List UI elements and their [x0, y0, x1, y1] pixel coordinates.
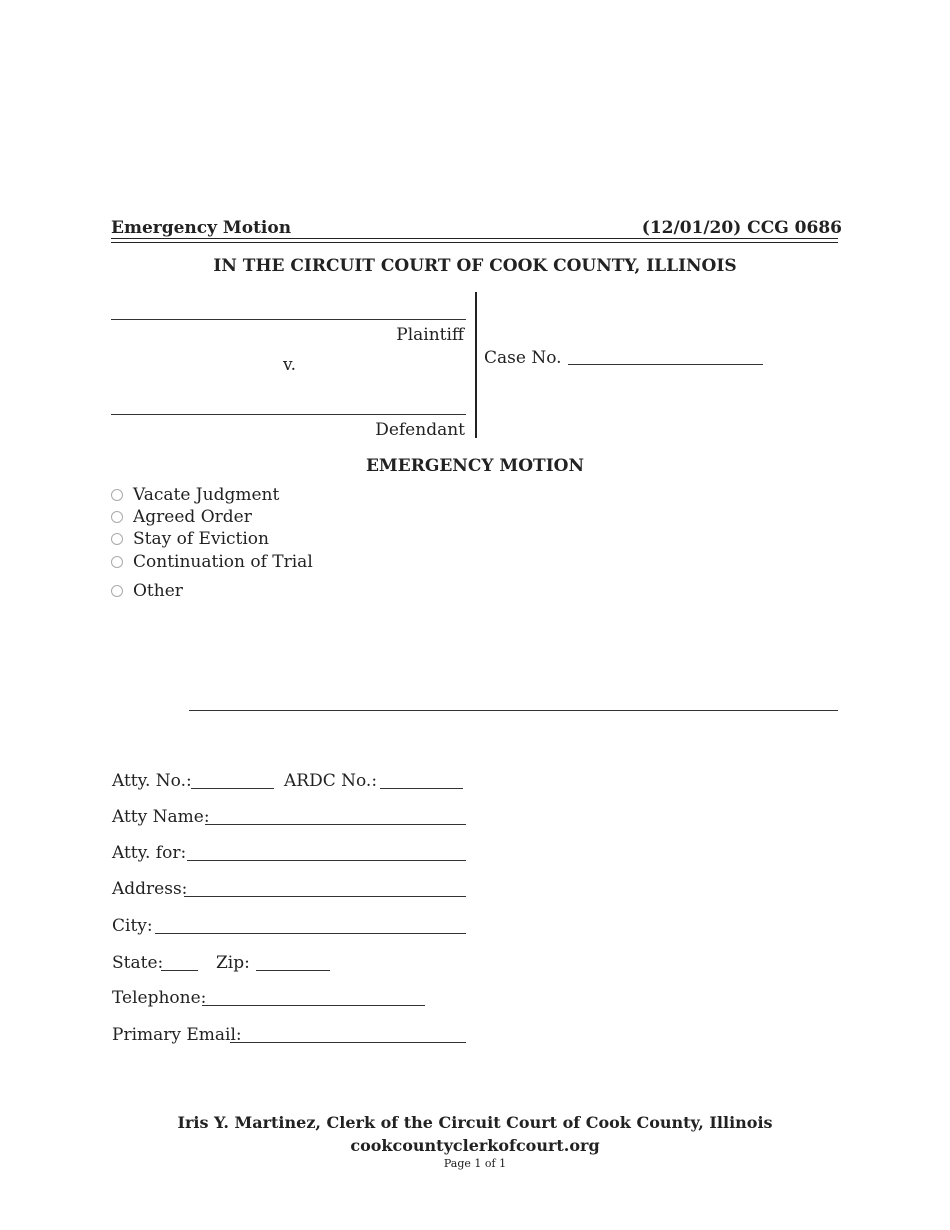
plaintiff-label: Plaintiff	[396, 325, 464, 345]
option-label: Vacate Judgment	[133, 485, 280, 505]
court-title: IN THE CIRCUIT COURT OF COOK COUNTY, ILLINOIS	[213, 256, 737, 276]
radio-continuation-of-trial[interactable]	[111, 556, 123, 568]
versus-label: v.	[283, 355, 296, 375]
motion-title: EMERGENCY MOTION	[365, 456, 585, 476]
address-field[interactable]	[184, 896, 466, 897]
telephone-field[interactable]	[202, 1005, 425, 1006]
caption-divider	[475, 292, 477, 438]
ardc-no-label: ARDC No.:	[284, 771, 378, 791]
telephone-label: Telephone:	[112, 988, 207, 1008]
atty-no-label: Atty. No.:	[112, 771, 192, 791]
header-rule-double	[111, 242, 838, 243]
zip-field[interactable]	[256, 970, 330, 971]
address-label: Address:	[112, 879, 188, 899]
atty-no-field[interactable]	[191, 788, 274, 789]
case-number-field[interactable]	[568, 364, 763, 365]
option-label: Stay of Eviction	[133, 529, 269, 549]
city-label: City:	[112, 916, 153, 936]
city-field[interactable]	[155, 933, 466, 934]
defendant-name-field[interactable]	[111, 414, 466, 415]
radio-vacate-judgment[interactable]	[111, 489, 123, 501]
radio-stay-of-eviction[interactable]	[111, 533, 123, 545]
form-code: (12/01/20) CCG 0686	[641, 218, 842, 238]
primary-email-label: Primary Email:	[112, 1025, 242, 1045]
page-number: Page 1 of 1	[443, 1157, 507, 1170]
clerk-website: cookcountyclerkofcourt.org	[350, 1136, 600, 1155]
radio-agreed-order[interactable]	[111, 511, 123, 523]
atty-name-label: Atty Name:	[112, 807, 210, 827]
radio-other[interactable]	[111, 585, 123, 597]
other-explanation-field[interactable]	[189, 710, 838, 711]
option-label: Other	[133, 581, 183, 601]
state-field[interactable]	[161, 970, 198, 971]
state-label: State:	[112, 953, 164, 973]
atty-for-label: Atty. for:	[112, 843, 187, 863]
clerk-name: Iris Y. Martinez, Clerk of the Circuit Court of Cook County, Illinois	[177, 1113, 773, 1132]
case-no-label: Case No.	[484, 348, 562, 368]
form-name: Emergency Motion	[111, 218, 292, 238]
ardc-no-field[interactable]	[380, 788, 463, 789]
atty-for-field[interactable]	[187, 860, 466, 861]
header-rule	[111, 238, 838, 239]
zip-label: Zip:	[216, 953, 250, 973]
plaintiff-name-field[interactable]	[111, 319, 466, 320]
atty-name-field[interactable]	[205, 824, 466, 825]
option-label: Agreed Order	[133, 507, 252, 527]
option-label: Continuation of Trial	[133, 552, 313, 572]
defendant-label: Defendant	[375, 420, 465, 440]
primary-email-field[interactable]	[230, 1042, 466, 1043]
